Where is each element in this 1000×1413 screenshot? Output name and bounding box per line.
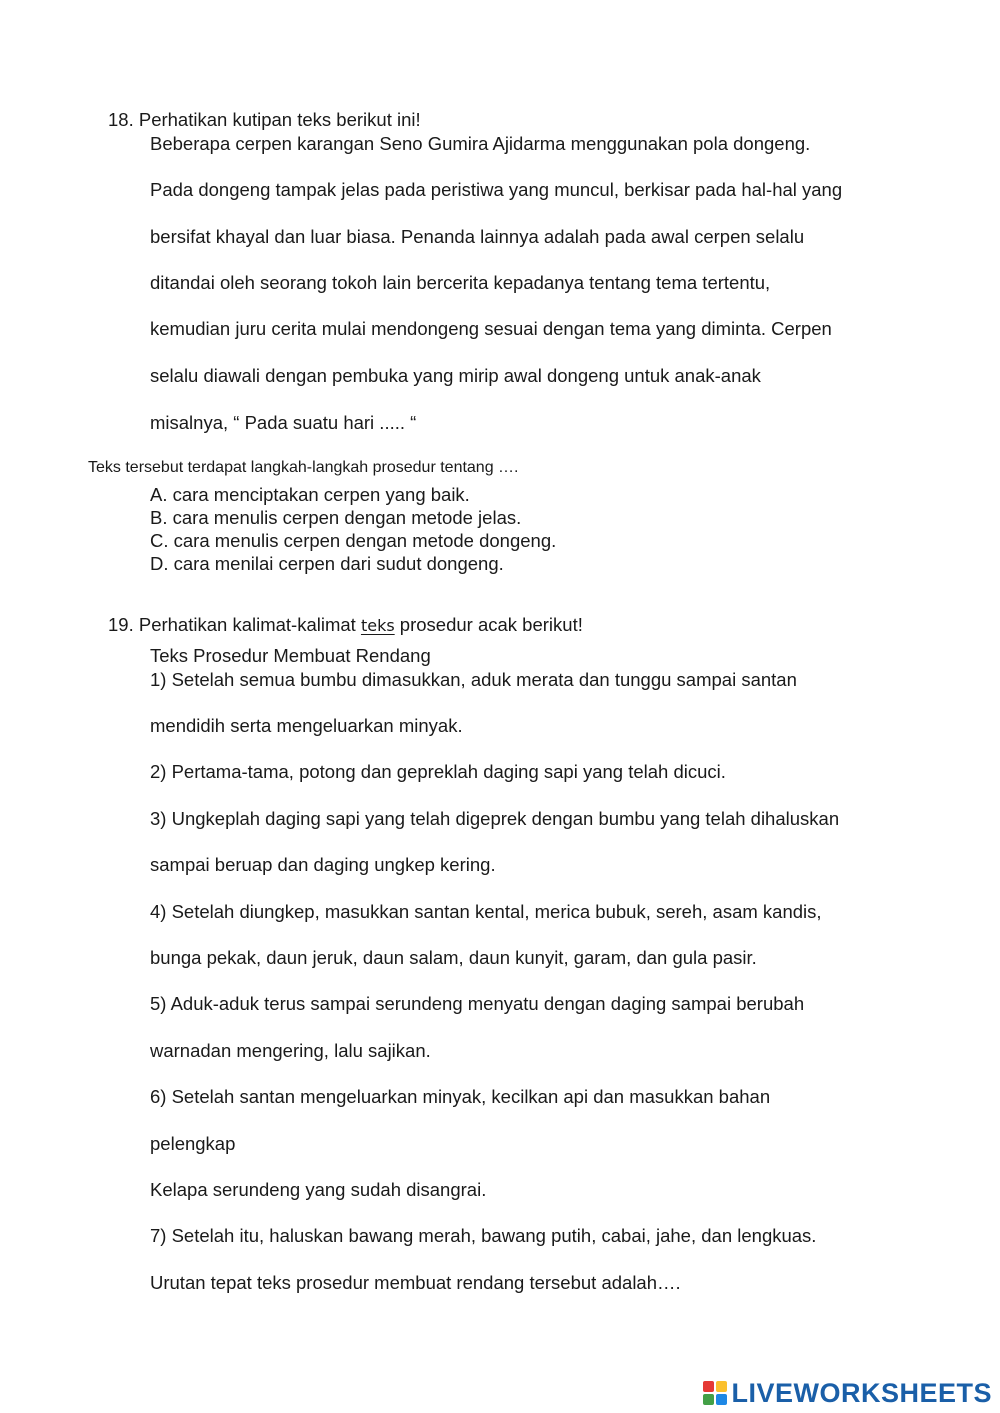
q19-title: Teks Prosedur Membuat Rendang <box>150 645 431 666</box>
logo-square-2 <box>716 1381 727 1392</box>
q19-line-14: Urutan tepat teks prosedur membuat rendang tersebut adalah…. <box>150 1272 681 1293</box>
q19-line-9: warnadan mengering, lalu sajikan. <box>150 1040 431 1061</box>
q19-line-6: 4) Setelah diungkep, masukkan santan kental, merica bubuk, sereh, asam kandis, <box>150 901 822 922</box>
logo-square-4 <box>716 1394 727 1405</box>
q18-passage-line-6: selalu diawali dengan pembuka yang mirip awal dongeng untuk anak-anak <box>150 365 761 386</box>
q19-line-4: 3) Ungkeplah daging sapi yang telah digeprek dengan bumbu yang telah dihaluskan <box>150 808 840 829</box>
q19-line-10: 6) Setelah santan mengeluarkan minyak, kecilkan api dan masukkan bahan <box>150 1086 771 1107</box>
q19-line-1: 1) Setelah semua bumbu dimasukkan, aduk merata dan tunggu sampai santan <box>150 669 797 690</box>
q19-line-13: 7) Setelah itu, haluskan bawang merah, bawang putih, cabai, jahe, dan lengkuas. <box>150 1225 817 1246</box>
brand-text: LIVEWORKSHEETS <box>731 1377 992 1408</box>
q18-passage-line-5: kemudian juru cerita mulai mendongeng sesuai dengan tema yang diminta. Cerpen <box>150 318 832 339</box>
liveworksheets-brand[interactable] <box>703 1378 992 1408</box>
logo-square-1 <box>703 1381 714 1392</box>
q19-line-2: mendidih serta mengeluarkan minyak. <box>150 715 463 736</box>
q18-passage-line-2: Pada dongeng tampak jelas pada peristiwa yang muncul, berkisar pada hal-hal yang <box>150 179 843 200</box>
q18-passage-line-4: ditandai oleh seorang tokoh lain bercerita kepadanya tentang tema tertentu, <box>150 272 771 293</box>
q18-passage-line-1: Beberapa cerpen karangan Seno Gumira Ajidarma menggunakan pola dongeng. <box>150 133 811 154</box>
q18-option-d[interactable]: D. cara menilai cerpen dari sudut dongeng. <box>150 553 504 574</box>
question-19-heading <box>108 614 583 637</box>
q19-line-8: 5) Aduk-aduk terus sampai serundeng menyatu dengan daging sampai berubah <box>150 993 805 1014</box>
q19-heading-end: prosedur acak berikut! <box>394 614 583 635</box>
q18-passage-line-3: bersifat khayal dan luar biasa. Penanda lainnya adalah pada awal cerpen selalu <box>150 226 805 247</box>
q19-line-5: sampai beruap dan daging ungkep kering. <box>150 854 496 875</box>
q19-line-3: 2) Pertama-tama, potong dan gepreklah daging sapi yang telah dicuci. <box>150 761 726 782</box>
q19-line-7: bunga pekak, daun jeruk, daun salam, daun kunyit, garam, dan gula pasir. <box>150 947 757 968</box>
logo-square-3 <box>703 1394 714 1405</box>
q19-line-12: Kelapa serundeng yang sudah disangrai. <box>150 1179 487 1200</box>
question-18-heading: 18. Perhatikan kutipan teks berikut ini! <box>108 109 421 130</box>
q19-heading-start: 19. Perhatikan kalimat-kalimat <box>108 614 361 635</box>
q18-option-a[interactable]: A. cara menciptakan cerpen yang baik. <box>150 484 470 505</box>
q18-option-b[interactable]: B. cara menulis cerpen dengan metode jelas. <box>150 507 522 528</box>
q19-heading-teks: teks <box>360 616 395 635</box>
q18-passage-line-7: misalnya, “ Pada suatu hari ..... “ <box>150 412 417 433</box>
liveworksheets-logo-icon <box>703 1381 727 1405</box>
q19-line-11: pelengkap <box>150 1133 236 1154</box>
q18-option-c[interactable]: C. cara menulis cerpen dengan metode dongeng. <box>150 530 557 551</box>
q18-stem: Teks tersebut terdapat langkah-langkah prosedur tentang …. <box>88 459 519 476</box>
